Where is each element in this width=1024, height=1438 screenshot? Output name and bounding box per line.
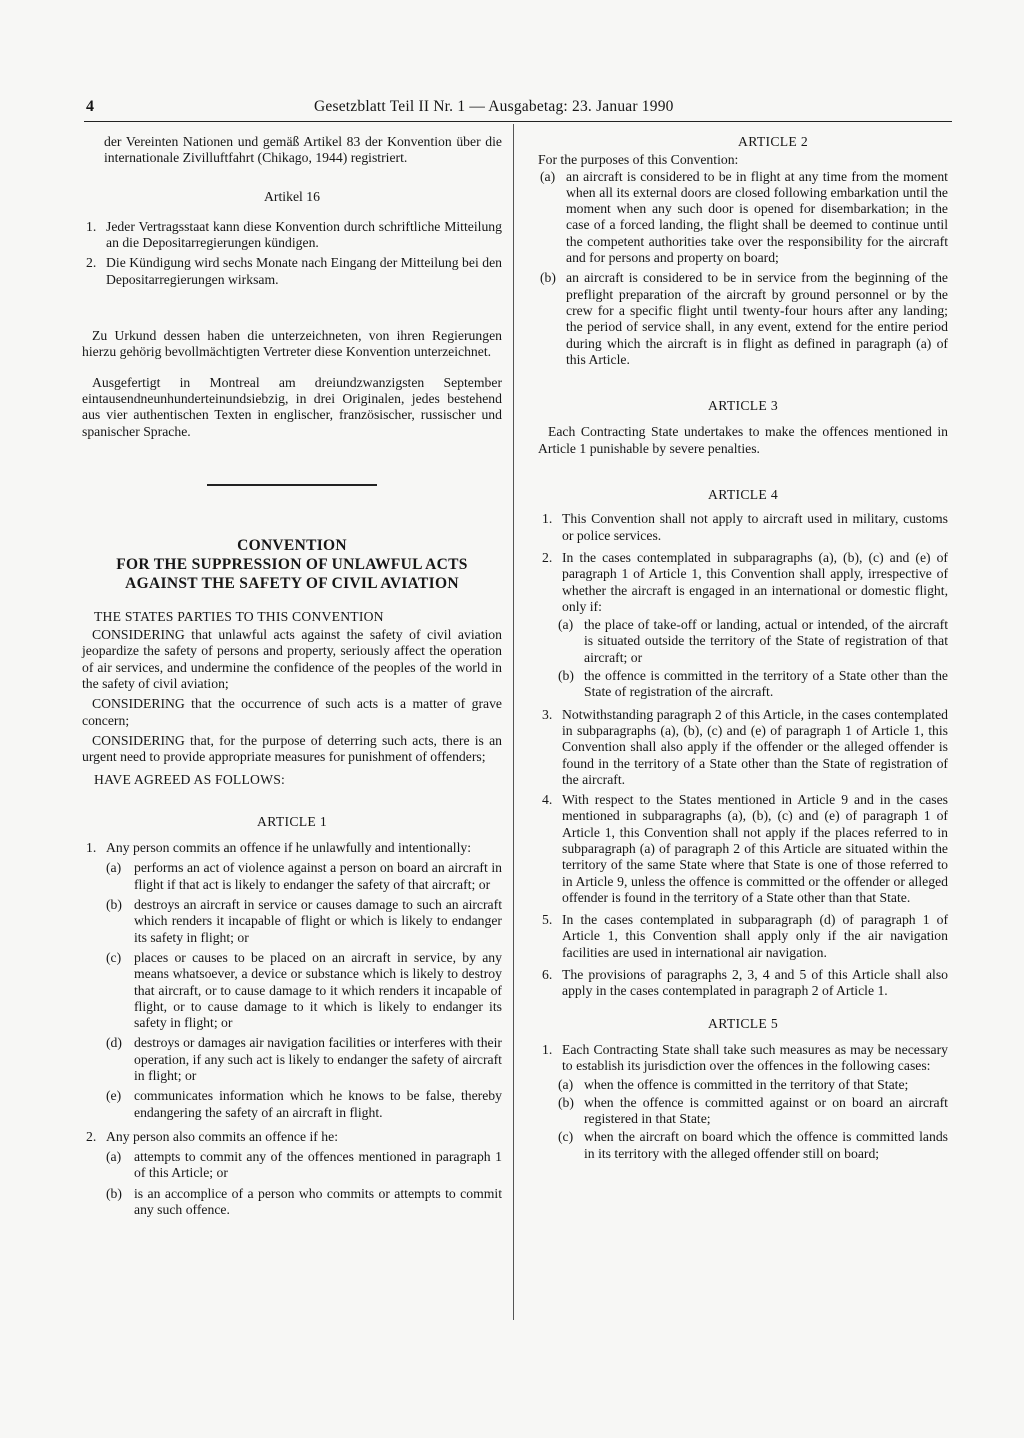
art4-para-1: 1. This Convention shall not apply to aircraft used in military, customs or police services. bbox=[542, 511, 948, 543]
para-text: This Convention shall not apply to aircraft used in military, customs or police services. bbox=[562, 511, 948, 543]
sub-label: (a) bbox=[558, 617, 574, 633]
sub-text: an aircraft is considered to be in service from the beginning of the preflight preparation of the aircraft by ground personnel or by the crew for a specific flight until twenty-four hours after any landing; the period of service shall, in any event, extend for the entire period during which the aircraft is in flight as defined in paragraph (a) of this Article. bbox=[566, 270, 948, 367]
states-parties-line: THE STATES PARTIES TO THIS CONVENTION bbox=[94, 608, 384, 624]
art5-para-1: 1. Each Contracting State shall take such measures as may be necessary to establish its jurisdiction over the offences in the following cases: bbox=[542, 1041, 948, 1074]
art4-p2-sub-a bbox=[538, 617, 948, 666]
sub-label: (e) bbox=[106, 1088, 122, 1104]
sub-label: (c) bbox=[106, 949, 122, 965]
art4-para-5: 5. In the cases contemplated in subparagraph (d) of paragraph 1 of Article 1, this Convention shall apply only if the air navigation facilities are used in international air navigation. bbox=[542, 912, 948, 960]
para-text: The provisions of paragraphs 2, 3, 4 and 5 of this Article shall also apply in the cases contemplated in paragraph 2 of Article 1. bbox=[562, 967, 948, 999]
convention-title-line-2: FOR THE SUPPRESSION OF UNLAWFUL ACTS bbox=[116, 555, 468, 573]
art1-p1-sub-e bbox=[82, 1088, 502, 1121]
intro-paragraph: der Vereinten Nationen und gemäß Artikel 83 der Konvention über die internationale Zivilluftfahrt (Chikago, 1944) registriert. bbox=[104, 134, 502, 166]
sub-label: (a) bbox=[106, 860, 122, 876]
article-5-heading: ARTICLE 5 bbox=[708, 1015, 778, 1031]
sub-label: (b) bbox=[106, 897, 122, 913]
considering-3: CONSIDERING that, for the purpose of deterring such acts, there is an urgent need to provide appropriate measures for punishment of offenders; bbox=[82, 732, 502, 765]
art2-sub-b bbox=[538, 270, 948, 368]
art2-lead: For the purposes of this Convention: bbox=[538, 152, 739, 168]
item-text: Die Kündigung wird sechs Monate nach Eingang der Mitteilung bei den Depositarregierungen wirksam. bbox=[106, 255, 502, 287]
sub-text: attempts to commit any of the offences mentioned in paragraph 1 of this Article; or bbox=[134, 1149, 502, 1181]
art4-p2-sub-b bbox=[538, 668, 948, 701]
art1-p1-sub-a bbox=[82, 860, 502, 893]
art1-p1-sub-c bbox=[82, 950, 502, 1031]
have-agreed-line: HAVE AGREED AS FOLLOWS: bbox=[94, 771, 286, 787]
art1-p2-sub-a bbox=[82, 1149, 502, 1182]
art4-para-2: 2. In the cases contemplated in subparagraphs (a), (b), (c) and (e) of paragraph 1 of Article 1, this Convention shall apply, irrespective of whether the aircraft is engaged in an international or domestic flight, only if: bbox=[542, 549, 948, 614]
sub-text: places or causes to be placed on an aircraft in service, by any means whatsoever, a device or substance which is likely to destroy that aircraft, or to cause damage to it which renders it incapable of flight, or to cause damage to it which is likely to endanger its safety in flight; or bbox=[134, 949, 502, 1031]
sub-text: the place of take-off or landing, actual or intended, of the aircraft is situated outside the territory of the State of registration of that aircraft; or bbox=[584, 617, 948, 665]
sub-text: communicates information which he knows to be false, thereby endangering the safety of an aircraft in flight. bbox=[134, 1088, 502, 1120]
para-text: With respect to the States mentioned in Article 9 and in the cases mentioned in subparagraphs (a), (b), (c) and (e) of paragraph 1 of Article 1, this Convention shall not apply if the places referred to in subparagraph (a) of paragraph 2 of this Article are situated within the territory of the same State where that State is one of those referred to in Article 9, unless the offence is committed or the offender or alleged offender is found in the territory of a State other than that State. bbox=[562, 792, 948, 905]
item-number: 2. bbox=[86, 255, 97, 271]
art1-p2-sub-b bbox=[82, 1186, 502, 1219]
sub-text: performs an act of violence against a person on board an aircraft in flight if that act is likely to endanger the safety of that aircraft; or bbox=[134, 860, 502, 892]
convention-title-line-3: AGAINST THE SAFETY OF CIVIL AVIATION bbox=[125, 574, 459, 592]
art1-p1-sub-d bbox=[82, 1035, 502, 1084]
sub-label: (a) bbox=[558, 1076, 574, 1092]
sub-label: (b) bbox=[540, 270, 556, 286]
art16-item-2 bbox=[82, 255, 502, 288]
art1-para-2: 2. Any person also commits an offence if he: bbox=[86, 1128, 338, 1144]
art2-sub-a bbox=[538, 169, 948, 267]
sub-text: the offence is committed in the territory of a State other than the State of registration of the aircraft. bbox=[584, 668, 948, 700]
running-title: Gesetzblatt Teil II Nr. 1 — Ausgabetag: 23. Januar 1990 bbox=[314, 98, 674, 115]
para-text: Each Contracting State shall take such measures as may be necessary to establish its jurisdiction over the offences in the following cases: bbox=[562, 1041, 948, 1074]
sub-label: (a) bbox=[106, 1149, 122, 1165]
article-2-heading: ARTICLE 2 bbox=[738, 134, 808, 149]
convention-title bbox=[82, 536, 502, 593]
sub-text: when the offence is committed against or on board an aircraft registered in that State; bbox=[584, 1094, 948, 1127]
art5-p1-sub-a bbox=[538, 1077, 948, 1093]
section-separator bbox=[207, 484, 377, 486]
article-1-heading: ARTICLE 1 bbox=[257, 813, 327, 829]
urkund-paragraph: Zu Urkund dessen haben die unterzeichneten, von ihren Regierungen hierzu gehörig bevollmächtigten Vertreter diese Konvention unterzeichnet. bbox=[82, 328, 502, 360]
art4-para-6: 6. The provisions of paragraphs 2, 3, 4 and 5 of this Article shall also apply in the cases contemplated in paragraph 2 of Article 1. bbox=[542, 967, 948, 999]
article-3-heading: ARTICLE 3 bbox=[708, 398, 778, 414]
sub-text: when the offence is committed in the territory of that State; bbox=[584, 1076, 909, 1092]
sub-label: (d) bbox=[106, 1035, 122, 1051]
art4-para-4: 4. With respect to the States mentioned in Article 9 and in the cases mentioned in subparagraphs (a), (b), (c) and (e) of paragraph 1 of Article 1, this Convention shall not apply if the places referred to in subparagraph (a) of paragraph 2 of this Article are situated within the territory of the same State where that State is one of those referred to in Article 9, unless the offence is committed or the offender or alleged offender is found in the territory of a State other than that State. bbox=[542, 792, 948, 905]
art5-p1-sub-b bbox=[538, 1095, 948, 1128]
art16-item-1 bbox=[82, 219, 502, 252]
sub-text: an aircraft is considered to be in flight at any time from the moment when all its external doors are closed following embarkation until the moment when any such door is opened for disembarkation; in the case of a forced landing, the flight shall be deemed to continue until the competent authorities take over the responsibility for the aircraft and for persons and property on board; bbox=[566, 168, 948, 266]
item-number: 1. bbox=[86, 218, 97, 234]
sub-text: is an accomplice of a person who commits or attempts to commit any such offence. bbox=[134, 1185, 502, 1218]
considering-1: CONSIDERING that unlawful acts against the safety of civil aviation jeopardize the safety of persons and property, seriously affect the operation of air services, and undermine the confidence of the peoples of the world in the safety of civil aviation; bbox=[82, 627, 502, 692]
art1-p1-sub-b bbox=[82, 897, 502, 946]
art5-p1-sub-c bbox=[538, 1129, 948, 1162]
art1-para-2-lead: Any person also commits an offence if he: bbox=[106, 1128, 338, 1144]
sub-label: (c) bbox=[558, 1129, 574, 1145]
column-divider bbox=[513, 124, 514, 1320]
ausgefertigt-paragraph: Ausgefertigt in Montreal am dreiundzwanzigsten September eintausendneunhunderteinundsiebzig, in drei Originalen, jedes bestehend aus vier authentischen Texten in englischer, französischer, russischer und spanischer Sprache. bbox=[82, 374, 502, 439]
page-header bbox=[84, 98, 948, 120]
art4-para-3: 3. Notwithstanding paragraph 2 of this Article, in the cases contemplated in subparagraphs (a), (b), (c) and (e) of paragraph 1 of Article 1, this Convention shall also apply if the offender or the alleged offender is found in the territory of a State other than the State of registration of the aircraft. bbox=[542, 706, 948, 787]
left-column bbox=[82, 134, 502, 1218]
art1-para-1-lead: Any person commits an offence if he unlawfully and intentionally: bbox=[106, 840, 472, 856]
convention-title-line-1: CONVENTION bbox=[237, 536, 347, 554]
sub-text: destroys or damages air navigation facilities or interferes with their operation, if any such act is likely to endanger the safety of aircraft in flight; or bbox=[134, 1035, 502, 1083]
para-text: In the cases contemplated in subparagraph (d) of paragraph 1 of Article 1, this Convention shall apply only if the air navigation facilities are used in international air navigation. bbox=[562, 912, 948, 960]
sub-text: when the aircraft on board which the offence is committed lands in its territory with the alleged offender still on board; bbox=[584, 1129, 948, 1161]
right-column bbox=[538, 134, 948, 1162]
considering-2: CONSIDERING that the occurrence of such acts is a matter of grave concern; bbox=[82, 696, 502, 728]
art3-text: Each Contracting State undertakes to make the offences mentioned in Article 1 punishable by severe penalties. bbox=[538, 424, 948, 456]
sub-text: destroys an aircraft in service or causes damage to such an aircraft which renders it incapable of flight or which is likely to endanger its safety in flight; or bbox=[134, 897, 502, 945]
article-4-heading: ARTICLE 4 bbox=[708, 487, 778, 503]
header-rule bbox=[84, 121, 952, 122]
sub-label: (b) bbox=[558, 1094, 574, 1110]
para-text: Notwithstanding paragraph 2 of this Article, in the cases contemplated in subparagraphs (a), (b), (c) and (e) of paragraph 1 of Article 1, this Convention shall also apply if the offender or the alleged offender is found in the territory of a State other than the State of registration of the aircraft. bbox=[562, 706, 948, 787]
article-16-heading: Artikel 16 bbox=[264, 188, 320, 204]
para-text: In the cases contemplated in subparagraphs (a), (b), (c) and (e) of paragraph 1 of Article 1, this Convention shall apply, irrespective of whether the aircraft is engaged in an international or domestic flight, only if: bbox=[562, 549, 948, 614]
art1-para-1: 1. Any person commits an offence if he unlawfully and intentionally: bbox=[86, 840, 472, 856]
page-number: 4 bbox=[86, 98, 95, 115]
item-text: Jeder Vertragsstaat kann diese Konvention durch schriftliche Mitteilung an die Depositarregierungen kündigen. bbox=[106, 218, 502, 251]
sub-label: (a) bbox=[540, 168, 556, 184]
sub-label: (b) bbox=[558, 668, 574, 684]
sub-label: (b) bbox=[106, 1185, 122, 1201]
